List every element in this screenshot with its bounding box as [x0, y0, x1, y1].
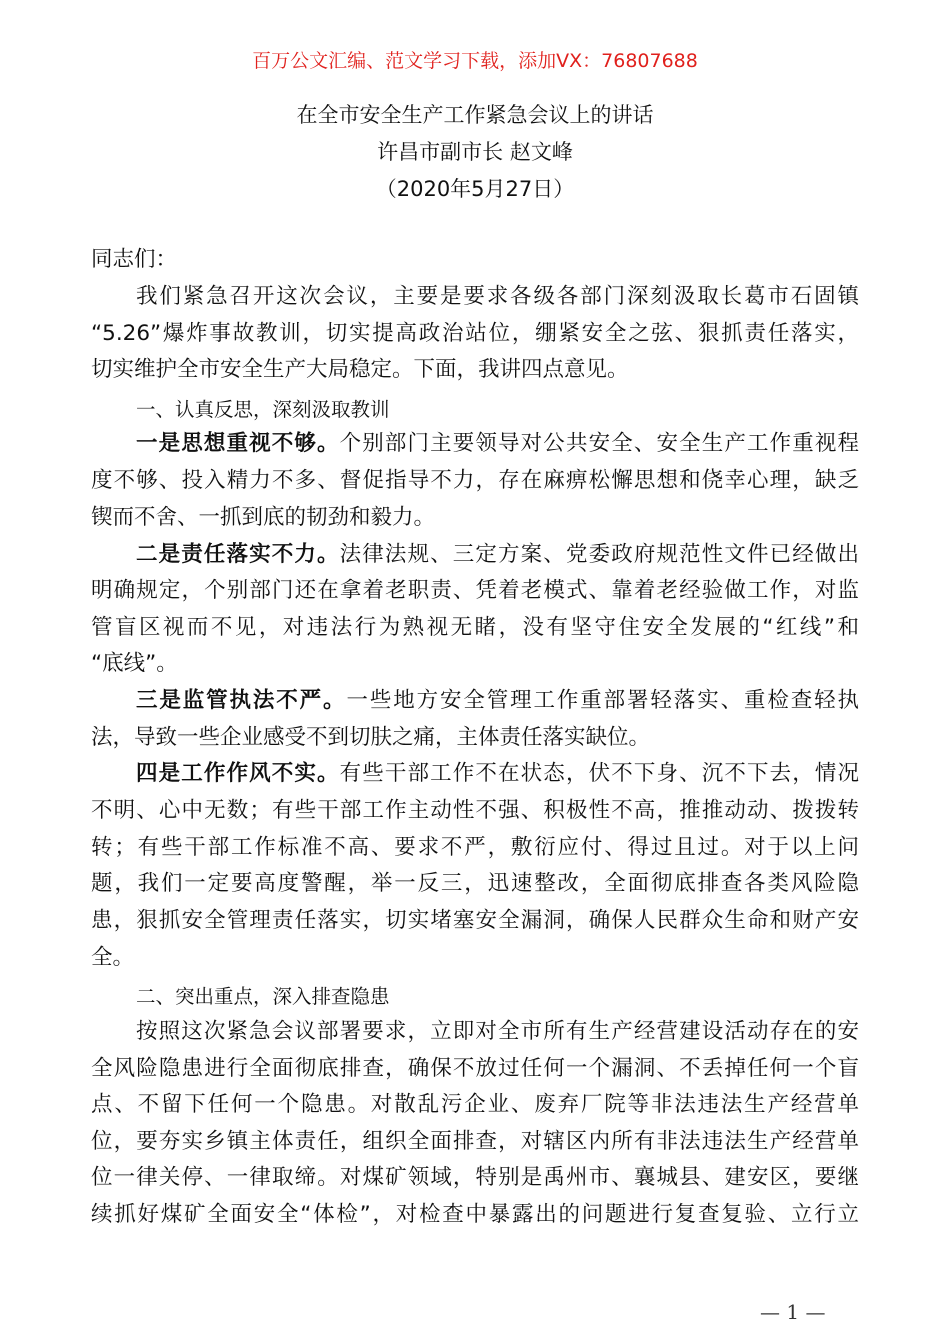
bold-lead: 三是监管执法不严。: [136, 688, 347, 713]
text-line: [91, 649, 859, 679]
author-line: 许昌市副市长 赵文峰: [377, 140, 573, 164]
line-text: 不明、心中无数；有些干部工作主动性不强、积极性不高，推推动动、拨拨转: [91, 798, 859, 823]
line-text: 二、突出重点，深入排查隐患: [136, 985, 390, 1008]
text-line: [136, 1017, 859, 1047]
line-text: 续抓好煤矿全面安全“体检”，对检查中暴露出的问题进行复查复验、立行立: [91, 1202, 859, 1227]
text-line: [91, 1054, 859, 1084]
section-heading: [136, 982, 859, 1012]
text-line: [91, 906, 859, 936]
text-line: [91, 355, 859, 385]
line-text: 度不够、投入精力不多、督促指导不力，存在麻痹松懈思想和侥幸心理，缺乏: [91, 468, 859, 493]
line-text: 点、不留下任何一个隐患。对散乱污企业、废弃厂院等非法违法生产经营单: [91, 1092, 859, 1117]
text-line: [91, 245, 859, 275]
page-number: — 1 —: [760, 1300, 826, 1324]
date-line: （2020年5月27日）: [375, 177, 575, 201]
line-text: “5.26”爆炸事故教训，切实提高政治站位，绷紧安全之弦、狠抓责任落实，: [91, 321, 859, 346]
line-text: 全风险隐患进行全面彻底排查，确保不放过任何一个漏洞、不丢掉任何一个盲: [91, 1056, 859, 1081]
line-text: 转；有些干部工作标准不高、要求不严，敷衍应付、得过且过。对于以上问: [91, 835, 859, 860]
line-text: 有些干部工作不在状态，伏不下身、沉不下去，情况: [339, 761, 859, 786]
watermark-banner: 百万公文汇编、范文学习下载，添加VX：76807688: [252, 50, 698, 72]
line-text: 一、认真反思，深刻汲取教训: [136, 398, 390, 421]
text-line: [91, 943, 859, 973]
bold-lead: 四是工作作风不实。: [136, 761, 340, 786]
text-line: [136, 540, 859, 570]
line-text: 题，我们一定要高度警醒，举一反三，迅速整改，全面彻底排查各类风险隐: [91, 871, 859, 896]
bold-lead: 一是思想重视不够。: [136, 431, 340, 456]
line-text: 我们紧急召开这次会议，主要是要求各级各部门深刻汲取长葛市石固镇: [136, 284, 859, 309]
line-text: 按照这次紧急会议部署要求，立即对全市所有生产经营建设活动存在的安: [136, 1019, 859, 1044]
text-line: [136, 429, 859, 459]
text-line: [91, 1163, 859, 1193]
line-text: 位，要夯实乡镇主体责任，组织全面排查，对辖区内所有非法违法生产经营单: [91, 1129, 859, 1154]
text-line: [91, 576, 859, 606]
line-text: “底线”。: [91, 651, 178, 676]
line-text: 法律法规、三定方案、党委政府规范性文件已经做出: [339, 542, 859, 567]
text-line: [136, 686, 859, 716]
bold-lead: 二是责任落实不力。: [136, 542, 340, 567]
line-text: 全。: [91, 945, 135, 970]
text-line: [91, 613, 859, 643]
line-text: 个别部门主要领导对公共安全、安全生产工作重视程: [339, 431, 859, 456]
text-line: [91, 723, 859, 753]
section-heading: [136, 395, 859, 425]
text-line: [91, 833, 859, 863]
line-text: 法，导致一些企业感受不到切肤之痛，主体责任落实缺位。: [91, 725, 651, 750]
text-line: [136, 282, 859, 312]
text-line: [91, 796, 859, 826]
line-text: 同志们：: [91, 247, 178, 272]
line-text: 锲而不舍、一抓到底的韧劲和毅力。: [91, 505, 436, 530]
text-line: [91, 503, 859, 533]
text-line: [136, 759, 859, 789]
document-title: 在全市安全生产工作紧急会议上的讲话: [296, 103, 654, 127]
line-text: 患，狠抓安全管理责任落实，切实堵塞安全漏洞，确保人民群众生命和财产安: [91, 908, 859, 933]
text-line: [91, 1127, 859, 1157]
text-line: [91, 319, 859, 349]
text-line: [91, 1090, 859, 1120]
line-text: 切实维护全市安全生产大局稳定。下面，我讲四点意见。: [91, 357, 629, 382]
text-line: [91, 869, 859, 899]
line-text: 位一律关停、一律取缔。对煤矿领域，特别是禹州市、襄城县、建安区，要继: [91, 1165, 859, 1190]
line-text: 管盲区视而不见，对违法行为熟视无睹，没有坚守住安全发展的“红线”和: [91, 615, 859, 640]
text-line: [91, 1200, 859, 1230]
text-line: [91, 466, 859, 496]
line-text: 明确规定，个别部门还在拿着老职责、凭着老模式、靠着老经验做工作，对监: [91, 578, 859, 603]
line-text: 一些地方安全管理工作重部署轻落实、重检查轻执: [346, 688, 859, 713]
